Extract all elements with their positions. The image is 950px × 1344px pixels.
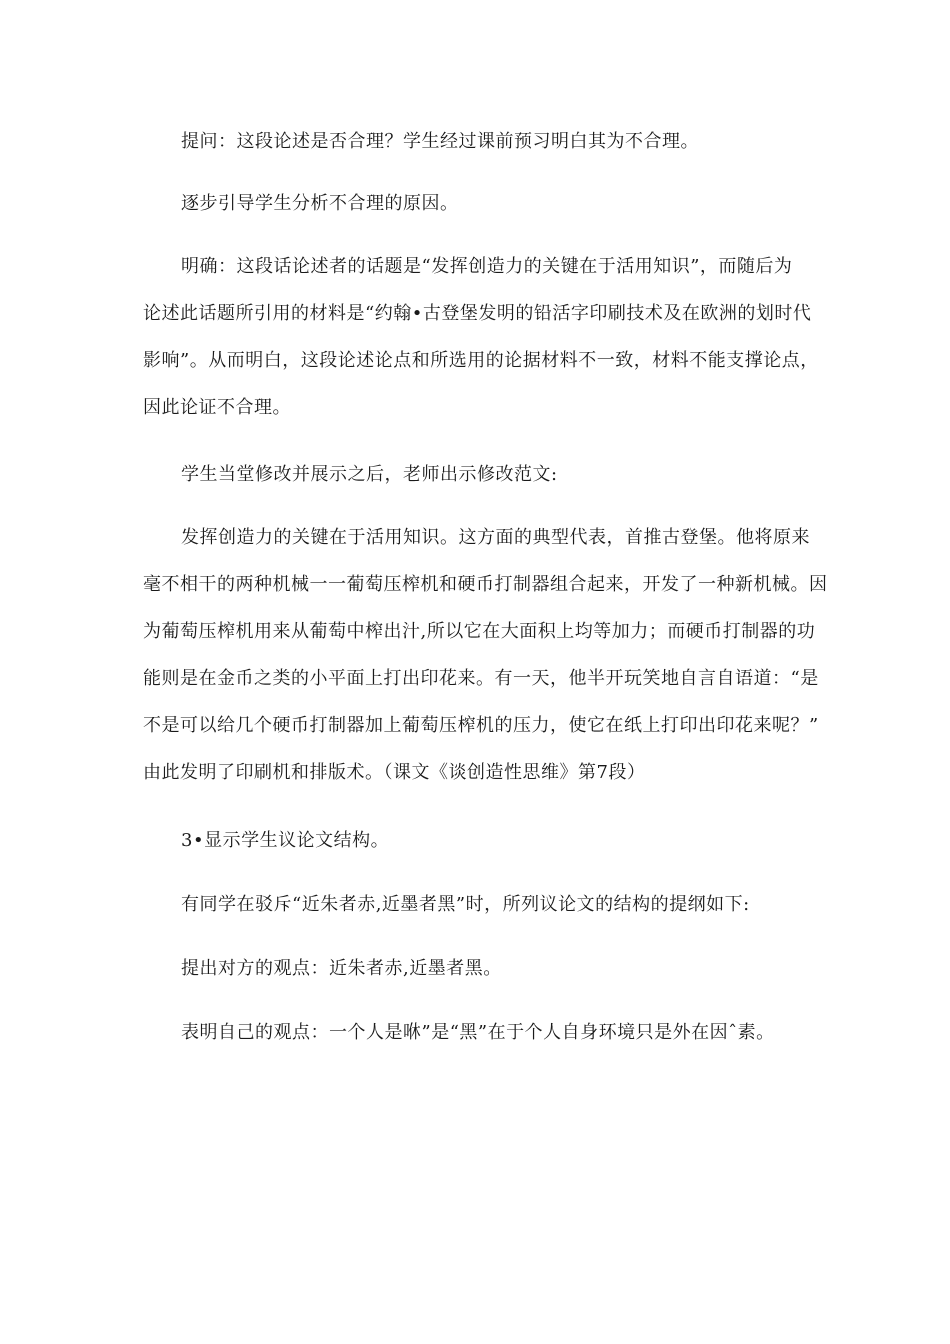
paragraph-clarify-line-4: 因此论证不合理。 xyxy=(143,397,291,418)
paragraph-sample-line-1: 发挥创造力的关键在于活用知识。这方面的典型代表，首推古登堡。他将原来 xyxy=(181,527,810,548)
paragraph-opponent-view: 提出对方的观点：近朱者赤,近墨者黑。 xyxy=(181,958,502,979)
paragraph-sample-line-5: 不是可以给几个硬币打制器加上葡萄压榨机的压力，使它在纸上打印出印花来呢？” xyxy=(143,715,819,736)
paragraph-sample-line-4: 能则是在金币之类的小平面上打出印花来。有一天，他半开玩笑地自言自语道：“是 xyxy=(143,668,819,689)
paragraph-clarify-line-1: 明确：这段话论述者的话题是“发挥创造力的关键在于活用知识”，而随后为 xyxy=(181,256,793,277)
paragraph-outline-intro: 有同学在驳斥“近朱者赤,近墨者黑”时，所列议论文的结构的提纲如下: xyxy=(181,894,750,915)
paragraph-sample-line-2: 毫不相干的两种机械一一葡萄压榨机和硬币打制器组合起来，开发了一种新机械。因 xyxy=(143,574,828,595)
paragraph-question: 提问：这段论述是否合理？学生经过课前预习明白其为不合理。 xyxy=(181,131,699,152)
paragraph-guide: 逐步引导学生分析不合理的原因。 xyxy=(181,193,459,214)
paragraph-sample-line-3: 为葡萄压榨机用来从葡萄中榨出汁,所以它在大面积上均等加力；而硬币打制器的功 xyxy=(143,621,816,642)
paragraph-clarify-line-3: 影响”。从而明白，这段论述论点和所选用的论据材料不一致，材料不能支撑论点， xyxy=(143,350,819,371)
paragraph-own-view: 表明自己的观点：一个人是咻”是“黑”在于个人自身环境只是外在因ˆ素。 xyxy=(181,1022,775,1043)
paragraph-revision-intro: 学生当堂修改并展示之后，老师出示修改范文: xyxy=(181,464,558,485)
paragraph-clarify-line-2: 论述此话题所引用的材料是“约翰•古登堡发明的铅活字印刷技术及在欧洲的划时代 xyxy=(143,303,812,324)
section-heading-3: 3•显示学生议论文结构。 xyxy=(181,830,390,851)
paragraph-sample-line-6: 由此发明了印刷机和排版术。（课文《谈创造性思维》第7段） xyxy=(143,762,646,783)
